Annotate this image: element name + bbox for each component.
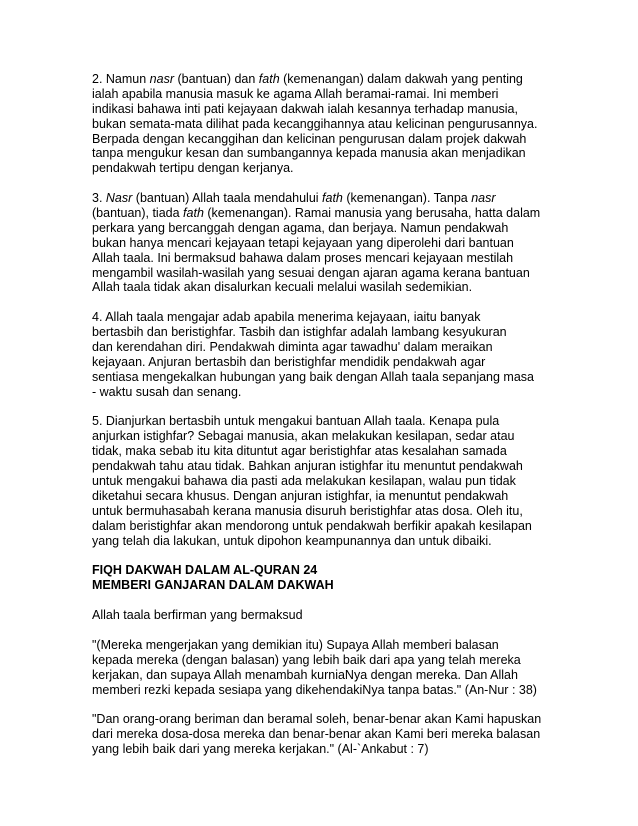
quote-line: yang lebih baik dari yang mereka kerjakan." (Al-`Ankabut : 7)	[92, 742, 429, 757]
text-line	[92, 340, 572, 355]
italic-term: fath	[258, 72, 280, 86]
quote-line: kepada mereka (dengan balasan) yang lebih baik dari apa yang telah mereka	[92, 652, 521, 667]
italic-term: fath	[183, 206, 204, 221]
text-line	[92, 504, 572, 519]
text-segment: Berpada dengan kecanggihan dan kelicinan pengurusan dalam projek dakwah	[92, 131, 527, 146]
text-segment: dalam beristighfar akan mendorong untuk pendakwah berfikir apakah kesilapan	[92, 518, 532, 533]
text-segment: 4. Allah taala mengajar adab apabila menerima kejayaan, iaitu banyak	[92, 310, 481, 325]
text-segment: mengambil wasilah-wasilah yang sesuai dengan ajaran agama kerana bantuan	[92, 265, 530, 280]
heading-line: FIQH DAKWAH DALAM AL-QURAN 24	[92, 563, 318, 578]
italic-term: fath	[322, 191, 343, 206]
text-line	[92, 87, 572, 102]
point-paragraph	[92, 191, 572, 295]
text-line	[92, 429, 572, 444]
text-line	[92, 459, 572, 474]
italic-term: Nasr	[105, 191, 133, 206]
text-segment: (kemenangan). Ramai manusia yang berusaha, hatta dalam	[203, 206, 541, 221]
text-segment: untuk mengakui bahawa dia pasti ada melakukan kesilapan, walau pun tidak	[92, 474, 516, 489]
text-segment: 2. Namun	[92, 72, 150, 86]
text-line	[92, 280, 572, 295]
text-segment: (bantuan), tiada	[92, 206, 184, 221]
italic-term: nasr	[149, 72, 174, 86]
quran-quote	[92, 638, 572, 698]
text-line	[92, 266, 572, 281]
text-segment: pendakwah tahu atau tidak. Bahkan anjuran istighfar itu menuntut pendakwah	[92, 459, 523, 474]
text-line	[92, 191, 572, 206]
text-line	[92, 414, 572, 429]
text-segment: (bantuan) dan	[174, 72, 259, 86]
quote-line: "Dan orang-orang beriman dan beramal soleh, benar-benar akan Kami hapuskan	[92, 712, 542, 727]
text-segment: ialah apabila manusia masuk ke agama Allah beramai-ramai. Ini memberi	[92, 86, 499, 101]
text-line	[92, 146, 572, 161]
quote-line: dari mereka dosa-dosa mereka dan benar-benar akan Kami beri mereka balasan	[92, 727, 541, 742]
text-line	[92, 132, 572, 147]
section-heading	[92, 563, 572, 593]
text-segment: (bantuan) Allah taala mendahului	[132, 191, 323, 206]
point-paragraph	[92, 310, 572, 399]
text-segment: tanpa mengukur kesan dan sumbangannya kepada manusia akan menjadikan	[92, 146, 526, 161]
text-line	[92, 370, 572, 385]
heading-line: MEMBERI GANJARAN DALAM DAKWAH	[92, 578, 334, 593]
quran-quote	[92, 712, 572, 757]
point-paragraph	[92, 72, 572, 176]
text-segment: bukan hanya mencari kejayaan tetapi kejayaan yang diperolehi dari bantuan	[92, 235, 514, 250]
text-line	[92, 72, 572, 87]
text-segment: (kemenangan) dalam dakwah yang penting	[279, 72, 523, 86]
text-line	[92, 325, 572, 340]
text-line	[92, 444, 572, 459]
text-line	[92, 251, 572, 266]
text-segment: bertasbih dan beristighfar. Tasbih dan istighfar adalah lambang kesyukuran	[92, 325, 507, 340]
text-line	[92, 355, 572, 370]
text-line	[92, 117, 572, 132]
quote-line: kerjakan, dan supaya Allah menambah kurniaNya dengan mereka. Dan Allah	[92, 667, 518, 682]
text-segment: sentiasa mengekalkan hubungan yang baik dengan Allah taala sepanjang masa	[92, 369, 534, 384]
text-segment: perkara yang bercanggah dengan agama, dan berjaya. Namun pendakwah	[92, 220, 509, 235]
point-paragraph	[92, 414, 572, 548]
text-segment: anjurkan istighfar? Sebagai manusia, akan melakukan kesilapan, sedar atau	[92, 429, 515, 444]
text-line	[92, 385, 572, 400]
text-line	[92, 519, 572, 534]
text-segment: pendakwah tertipu dengan kerjanya.	[92, 161, 294, 176]
text-line	[92, 489, 572, 504]
text-line	[92, 236, 572, 251]
text-segment: bukan semata-mata dilihat pada kecanggihannya atau kelicinan pengurusannya.	[92, 116, 538, 131]
text-line	[92, 310, 572, 325]
quote-line: "(Mereka mengerjakan yang demikian itu) Supaya Allah memberi balasan	[92, 637, 499, 652]
text-segment: Allah taala tidak akan disalurkan kecuali melalui wasilah sedemikian.	[92, 280, 473, 295]
text-line	[92, 474, 572, 489]
text-segment: diketahui secara khusus. Dengan anjuran istighfar, ia menuntut pendakwah	[92, 488, 509, 503]
intro-text	[92, 608, 572, 623]
document-body	[92, 72, 572, 772]
text-segment: tidak, maka sebab itu kita dituntut agar beristighfar atas kesalahan samada	[92, 444, 507, 459]
text-line	[92, 161, 572, 176]
text-segment: (kemenangan). Tanpa	[342, 191, 472, 206]
text-line	[92, 534, 572, 549]
text-line	[92, 206, 572, 221]
text-segment: kejayaan. Anjuran bertasbih dan beristighfar mendidik pendakwah agar	[92, 354, 486, 369]
text-segment: yang telah dia lakukan, untuk dipohon keampunannya dan untuk dibaiki.	[92, 533, 492, 548]
intro-line: Allah taala berfirman yang bermaksud	[92, 608, 303, 623]
quote-line: memberi rezki kepada sesiapa yang dikehendakiNya tanpa batas." (An-Nur : 38)	[92, 682, 537, 697]
text-line	[92, 102, 572, 117]
text-segment: dan kerendahan diri. Pendakwah diminta agar tawadhu' dalam meraikan	[92, 340, 493, 355]
text-segment: indikasi bahawa inti pati kejayaan dakwah ialah kesannya terhadap manusia,	[92, 101, 518, 116]
numbered-points	[92, 72, 572, 549]
text-segment: Allah taala. Ini bermaksud bahawa dalam proses mencari kejayaan mestilah	[92, 250, 514, 265]
text-segment: - waktu susah dan senang.	[92, 384, 242, 399]
text-segment: 3.	[92, 191, 106, 206]
text-line	[92, 221, 572, 236]
italic-term: nasr	[471, 191, 496, 206]
text-segment: untuk bermuhasabah kerana manusia disuruh beristighfar atas dosa. Oleh itu,	[92, 503, 523, 518]
text-segment: 5. Dianjurkan bertasbih untuk mengakui bantuan Allah taala. Kenapa pula	[92, 414, 500, 429]
